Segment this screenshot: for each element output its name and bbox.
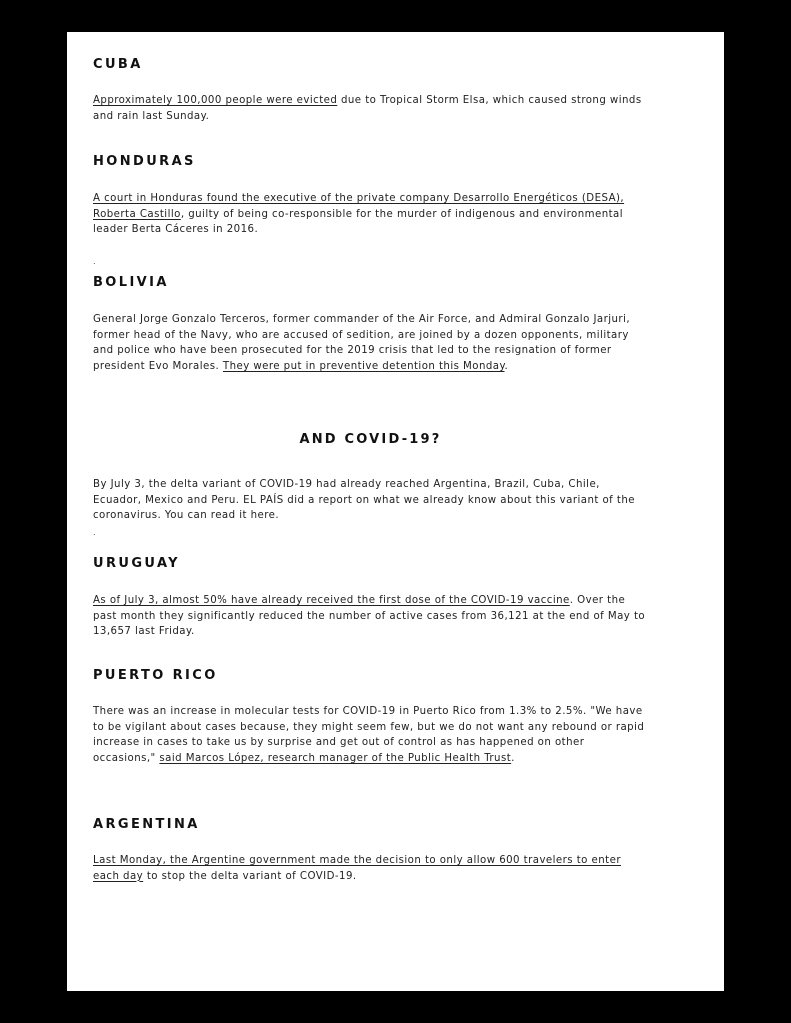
paragraph-argentina-text: to stop the delta variant of COVID-19. <box>143 870 357 882</box>
paragraph-argentina <box>93 853 648 884</box>
link-puerto-rico-trust[interactable]: said Marcos López, research manager of the Public Health Trust <box>159 752 512 764</box>
paragraph-cuba <box>93 93 648 124</box>
heading-honduras: HONDURAS <box>93 154 196 169</box>
heading-argentina: ARGENTINA <box>93 817 200 832</box>
document-page <box>67 32 724 991</box>
paragraph-puerto-rico <box>93 704 648 766</box>
paragraph-cuba-text: due to Tropical Storm Elsa, which caused strong winds and rain last Sunday. <box>93 95 642 122</box>
stray-dot: . <box>93 257 96 266</box>
paragraph-puerto-rico-text: There was an increase in molecular tests for COVID-19 in Puerto Rico from 1.3% to 2.5%. "We have to be vigilant about cases because, they might seem few, but we do not want any rebound or rapid increase in cases to take us by surprise and get out of control as has happened on other occasions," <box>93 706 645 764</box>
paragraph-uruguay <box>93 593 648 640</box>
paragraph-bolivia-text: General Jorge Gonzalo Terceros, former commander of the Air Force, and Admiral Gonzalo Jarjuri, former head of the Navy, who are accused of sedition, are joined by a dozen opponents, military and police who have been prosecuted for the 2019 crisis that led to the resignation of former president Evo Morales. <box>93 314 631 372</box>
heading-uruguay: URUGUAY <box>93 556 180 571</box>
paragraph-honduras-text: , guilty of being co-responsible for the murder of indigenous and environmental leader Berta Cáceres in 2016. <box>93 208 624 236</box>
paragraph-covid: By July 3, the delta variant of COVID-19 had already reached Argentina, Brazil, Cuba, Chile, Ecuador, Mexico and Peru. EL PAÍS did a report on what we already know about this variant of the coronavirus. You can read it here. <box>93 479 635 522</box>
link-bolivia-detention[interactable]: They were put in preventive detention this Monday <box>222 360 505 372</box>
link-uruguay-vaccine[interactable]: As of July 3, almost 50% have already received the first dose of the COVID-19 vaccine <box>93 595 570 606</box>
link-argentina-travelers[interactable]: Last Monday, the Argentine government made the decision to only allow 600 travelers to enter each day <box>93 855 621 882</box>
paragraph-bolivia <box>93 312 648 374</box>
paragraph-bolivia-end: . <box>504 360 509 372</box>
heading-covid: AND COVID-19? <box>299 432 442 447</box>
paragraph-honduras <box>93 191 648 238</box>
heading-cuba: CUBA <box>93 57 143 72</box>
stray-dot: . <box>93 528 96 537</box>
link-honduras-court[interactable]: A court in Honduras found the executive of the private company Desarrollo Energéticos (DESA), Roberta Castillo <box>93 193 625 220</box>
paragraph-uruguay-text: . Over the past month they significantly reduced the number of active cases from 36,121 at the end of May to 13,657 last Friday. <box>93 595 646 638</box>
link-cuba-evictions[interactable]: Approximately 100,000 people were evicted <box>93 95 338 106</box>
heading-puerto-rico: PUERTO RICO <box>93 668 218 683</box>
paragraph-puerto-rico-end: . <box>511 752 515 764</box>
heading-bolivia: BOLIVIA <box>93 275 169 290</box>
